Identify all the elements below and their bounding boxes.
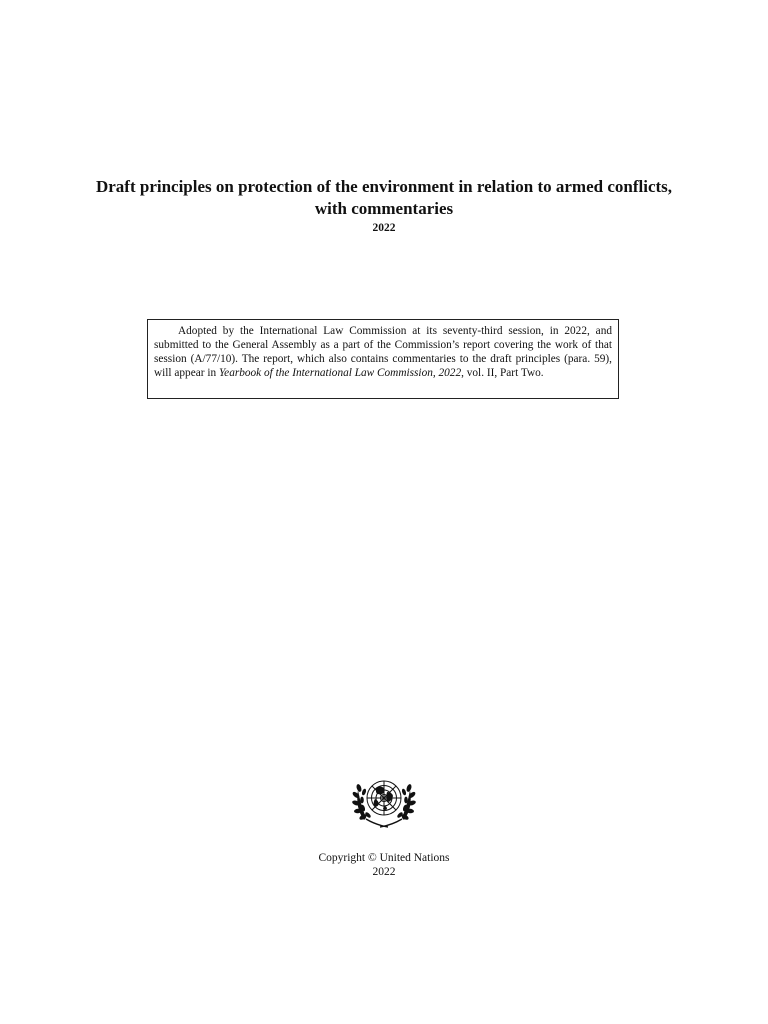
adoption-note-text-part1: Adopted by the International Law Commission at its seventy-third session, in 2022, and submitted to the General Assembly as a part of the Commission’s report covering the work of that session (A/77/10). The report, which also contains commentaries to the draft principles (para. 59), will appear in <box>154 325 612 379</box>
un-emblem-icon <box>348 768 420 832</box>
document-title: Draft principles on protection of the environment in relation to armed conflicts, with commentaries <box>95 177 673 218</box>
copyright-year: 2022 <box>372 866 396 878</box>
yearbook-title: Yearbook of the International Law Commission, 2022 <box>218 367 462 379</box>
adoption-note-text <box>154 324 612 380</box>
document-year: 2022 <box>372 222 396 234</box>
copyright-line: Copyright © United Nations <box>318 852 450 864</box>
adoption-note-box <box>147 319 619 399</box>
adoption-note-text-part2: , vol. II, Part Two. <box>461 367 544 379</box>
copyright-notice <box>234 851 534 879</box>
